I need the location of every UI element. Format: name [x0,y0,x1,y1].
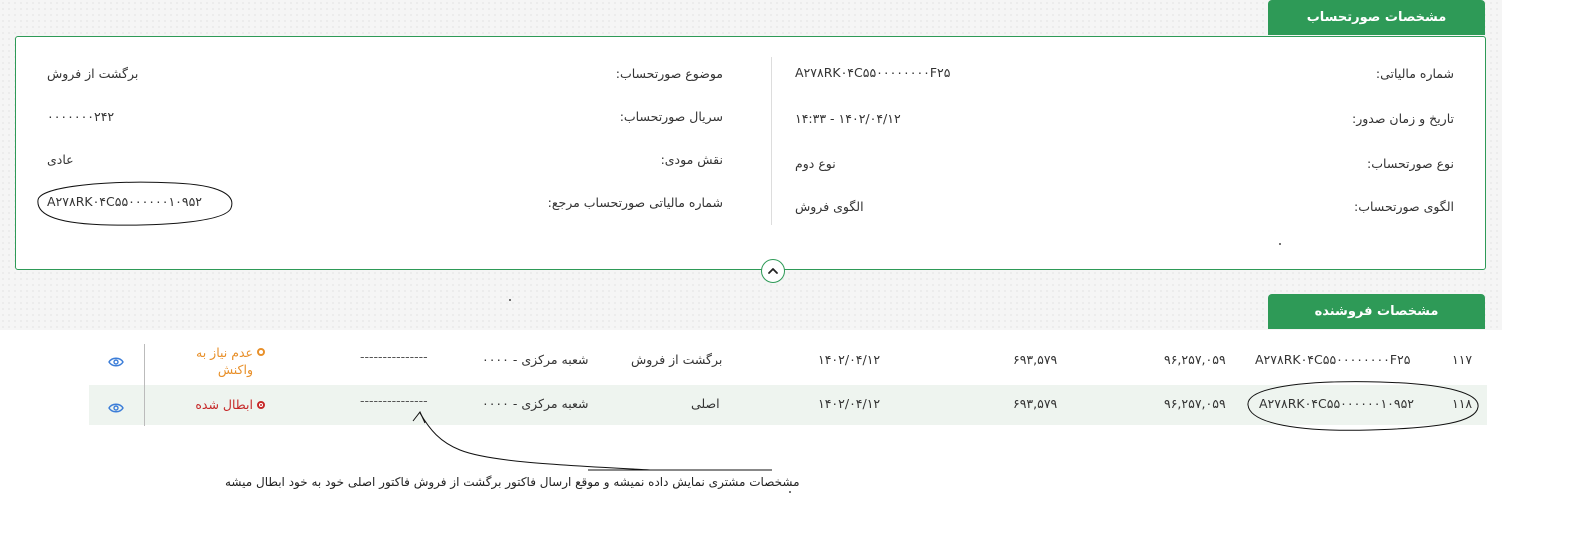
taxpayer-role-label: نقش مودی: [660,152,723,167]
invoice-type-value: نوع دوم [795,156,836,171]
invoice-section-tab[interactable] [1268,0,1485,35]
subject-cell: اصلی [691,396,720,411]
invoice-pattern-label: الگوی صورتحساب: [1354,199,1454,214]
issue-datetime-value: ۱۴۰۲/۰۴/۱۲ - ۱۴:۳۳ [795,111,901,126]
tax-amount-cell: ۶۹۳,۵۷۹ [1013,352,1058,367]
invoice-subject-value: برگشت از فروش [47,66,139,81]
annotation-note: مشخصات مشتری نمایش داده نمیشه و موقع ارسال فاکتور برگشت از فروش فاکتور اصلی خود به خود ابطال میشه [225,475,800,489]
subject-cell: برگشت از فروش [631,352,723,367]
row-number: ۱۱۷ [1452,352,1473,367]
issue-datetime-label: تاریخ و زمان صدور: [1351,111,1454,126]
invoice-subject-label: موضوع صورتحساب: [615,66,723,81]
date-cell: ۱۴۰۲/۰۴/۱۲ [818,396,881,411]
view-button[interactable] [108,353,124,372]
status-badge [183,344,265,378]
branch-cell: شعبه مرکزی - ۰۰۰۰ [482,352,589,367]
status-badge [195,397,265,412]
status-cancelled-icon [257,401,265,409]
tax-number-value: A۲۷۸RK۰۴C۵۵۰۰۰۰۰۰۰۰F۲۵ [795,65,951,80]
amount-cell: ۹۶,۲۵۷,۰۵۹ [1164,396,1226,411]
invoice-serial-value: ۰۰۰۰۰۰۰۲۴۲ [47,109,115,124]
status-warning-icon [257,348,265,356]
reference-tax-number-value: A۲۷۸RK۰۴C۵۵۰۰۰۰۰۰۱۰۹۵۲ [47,194,203,209]
customer-cell: --------------- [360,393,428,408]
tax-id-cell: A۲۷۸RK۰۴C۵۵۰۰۰۰۰۰۱۰۹۵۲ [1259,396,1415,411]
status-text: ابطال شده [195,397,253,412]
invoice-details-panel [15,36,1486,270]
column-divider [771,57,772,225]
chevron-up-icon [767,265,779,277]
amount-cell: ۹۶,۲۵۷,۰۵۹ [1164,352,1226,367]
invoice-pattern-value: الگوی فروش [795,199,864,214]
customer-cell: --------------- [360,349,428,364]
tax-id-cell: A۲۷۸RK۰۴C۵۵۰۰۰۰۰۰۰۰F۲۵ [1255,352,1411,367]
invoice-section-title: مشخصات صورتحساب [1306,10,1447,25]
branch-cell: شعبه مرکزی - ۰۰۰۰ [482,396,589,411]
seller-section-title: مشخصات فروشنده [1314,304,1439,319]
seller-section-tab[interactable] [1268,294,1485,329]
eye-icon [108,356,124,368]
eye-icon [108,402,124,414]
actions-column-divider [144,344,145,426]
view-button[interactable] [108,399,124,418]
tax-number-label: شماره مالیاتی: [1375,66,1454,81]
taxpayer-role-value: عادی [47,152,74,167]
reference-tax-number-label: شماره مالیاتی صورتحساب مرجع: [547,195,723,210]
collapse-button[interactable] [761,259,785,283]
tax-amount-cell: ۶۹۳,۵۷۹ [1013,396,1058,411]
invoice-serial-label: سریال صورتحساب: [619,109,723,124]
status-text: عدم نیاز به واکنش [196,345,253,377]
invoice-type-label: نوع صورتحساب: [1367,156,1454,171]
date-cell: ۱۴۰۲/۰۴/۱۲ [818,352,881,367]
stray-dot [789,491,791,493]
row-number: ۱۱۸ [1452,396,1473,411]
